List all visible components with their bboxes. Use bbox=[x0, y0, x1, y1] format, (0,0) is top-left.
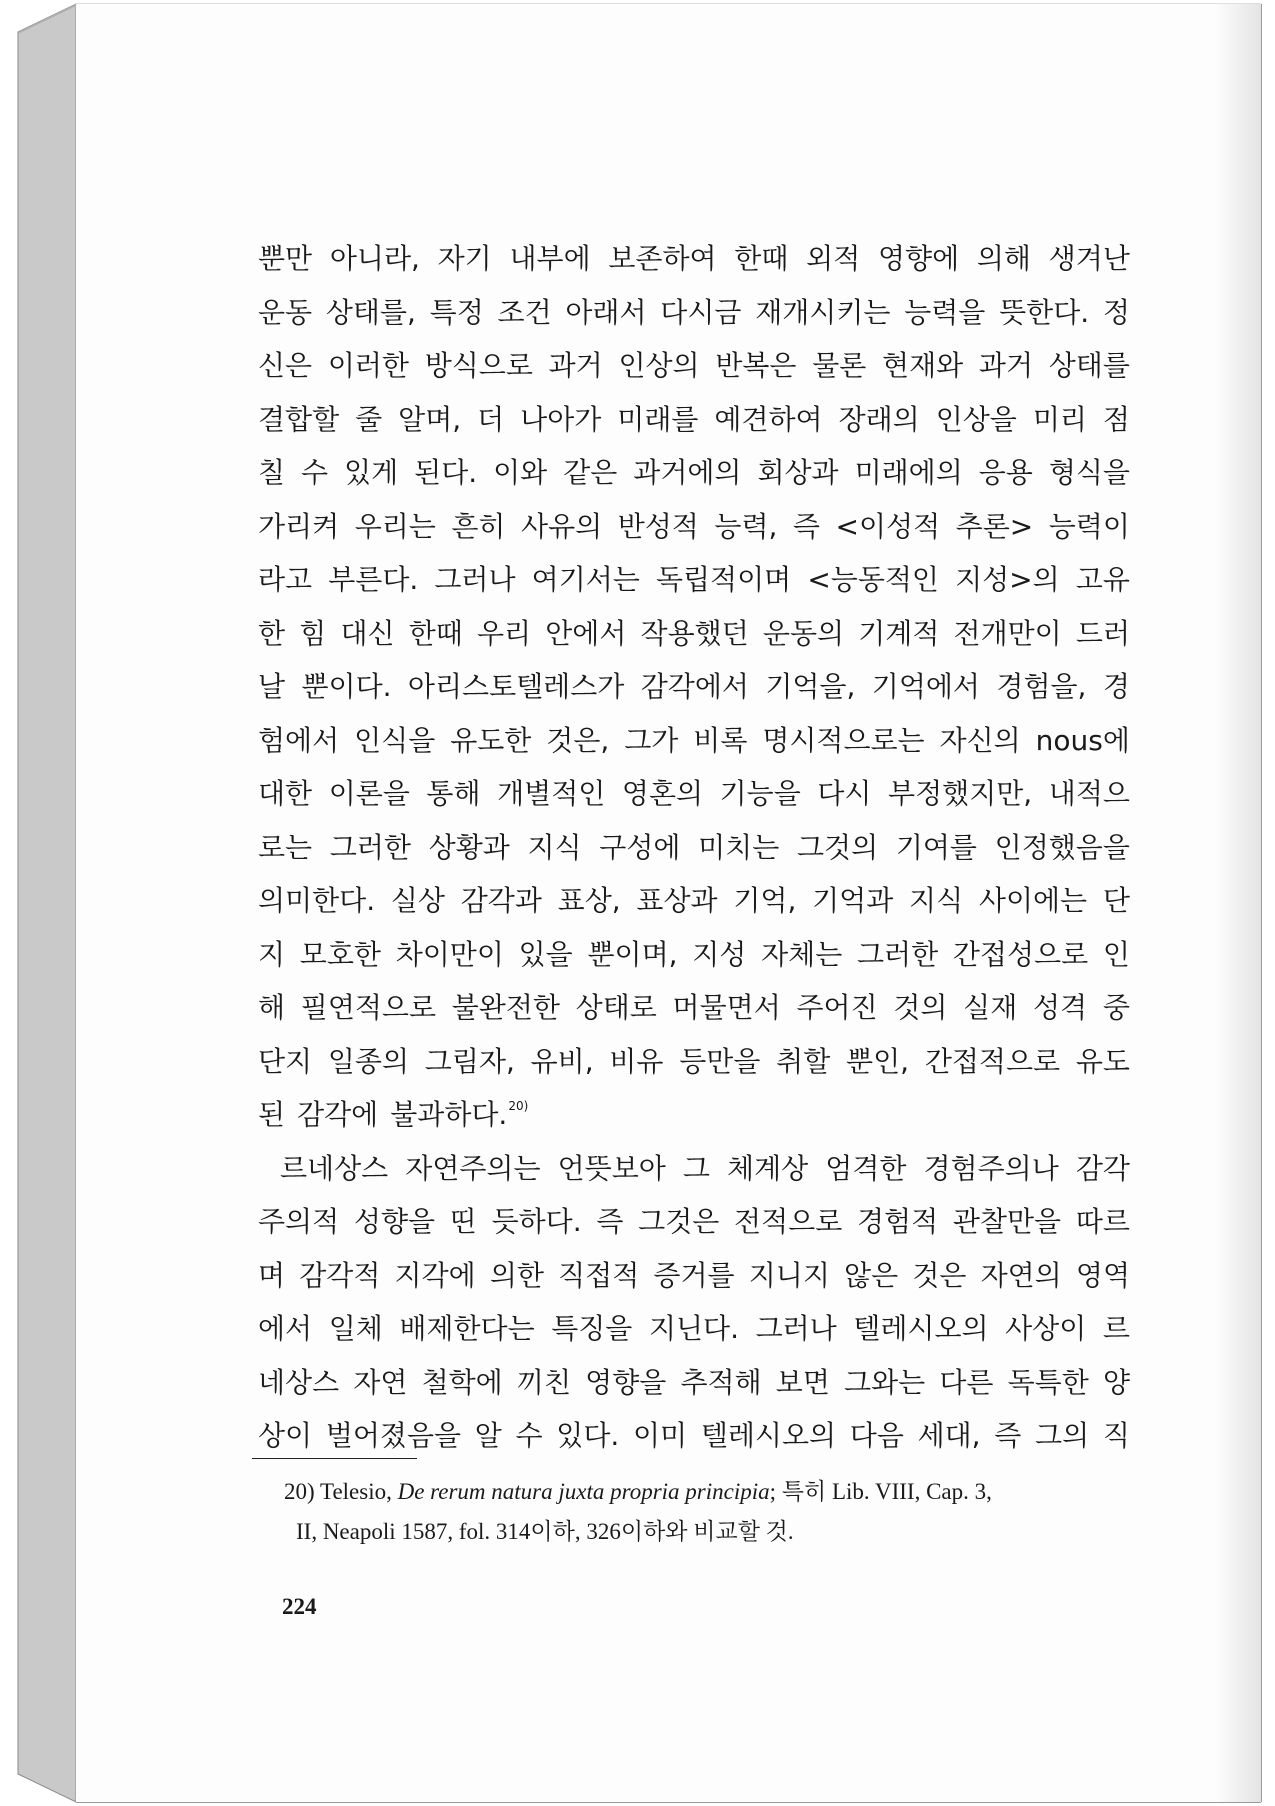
word: 르 bbox=[1102, 1312, 1130, 1345]
word: 전적으로 bbox=[734, 1205, 843, 1238]
word: 뿐이며, bbox=[587, 937, 678, 971]
text-line bbox=[258, 232, 1130, 286]
word: 통해 bbox=[426, 777, 481, 810]
word: 인상의 bbox=[618, 349, 700, 382]
word: 수 bbox=[301, 456, 329, 489]
word: 정 bbox=[1102, 295, 1130, 329]
word: 영향에 bbox=[877, 242, 960, 275]
word: 상이 bbox=[258, 1419, 313, 1452]
word: 경험주의나 bbox=[923, 1151, 1059, 1185]
word: 유비, bbox=[530, 1044, 594, 1078]
word: 지각에 bbox=[394, 1258, 476, 1292]
word: 뿐만 bbox=[258, 242, 313, 275]
word: 과거에의 bbox=[633, 456, 742, 489]
word: 직접적 bbox=[558, 1258, 640, 1292]
word: 유도한 bbox=[450, 723, 532, 757]
word: 차이만이 bbox=[395, 937, 504, 971]
word: 자기 bbox=[437, 242, 492, 275]
word: 지 bbox=[258, 937, 286, 971]
body-text bbox=[258, 232, 1130, 1463]
word: 그가 bbox=[624, 723, 679, 757]
word: 상태로 bbox=[575, 991, 657, 1024]
word: 띤 bbox=[449, 1205, 477, 1238]
word: 한때 bbox=[408, 616, 463, 650]
word: 능력, bbox=[714, 509, 778, 543]
word: 전개만이 bbox=[953, 616, 1062, 650]
word: 보존하여 bbox=[608, 242, 717, 275]
word: 대한 bbox=[258, 777, 313, 810]
word: 간접성으로 bbox=[952, 937, 1089, 971]
text-line bbox=[258, 981, 1130, 1035]
word: 그것의 bbox=[796, 830, 879, 864]
word: 한 bbox=[258, 616, 286, 650]
word: 알 bbox=[474, 1419, 502, 1452]
word: 의미한다. bbox=[258, 884, 376, 917]
word: 운동의 bbox=[762, 616, 845, 650]
word: 유도 bbox=[1075, 1044, 1130, 1078]
word: 영혼의 bbox=[621, 777, 704, 810]
word: 않은 bbox=[844, 1258, 899, 1292]
word: 가리켜 bbox=[258, 509, 340, 543]
word: 로는 bbox=[258, 830, 313, 864]
word: <능동적인 bbox=[807, 563, 939, 596]
word: 감각적 bbox=[299, 1258, 381, 1292]
text-line bbox=[258, 660, 1130, 714]
text-line bbox=[258, 821, 1130, 875]
footnote-line-1 bbox=[284, 1472, 1134, 1512]
word: 내적으 bbox=[1048, 777, 1130, 810]
word: 것은, bbox=[546, 723, 610, 757]
word: 실재 bbox=[963, 991, 1018, 1024]
word: 철학에 bbox=[421, 1365, 503, 1399]
word: 의해 bbox=[976, 242, 1031, 275]
word: 취할 bbox=[776, 1044, 831, 1078]
word: 능력을 bbox=[904, 295, 986, 329]
word: 구성에 bbox=[599, 830, 681, 864]
word: <이성적 bbox=[835, 509, 941, 543]
word: 능력이 bbox=[1048, 509, 1130, 543]
word: 흔히 bbox=[451, 509, 506, 543]
word: 보면 bbox=[775, 1365, 830, 1399]
word: 기억에서 bbox=[871, 670, 980, 703]
word: 기억을, bbox=[765, 670, 856, 703]
word: 듯하다. bbox=[491, 1205, 582, 1238]
word: 르네상스 bbox=[280, 1151, 389, 1185]
text-line bbox=[258, 1409, 1130, 1463]
word: 독립적이며 bbox=[655, 563, 792, 596]
word: 불과하다.$^{20)}$ bbox=[390, 1098, 529, 1131]
text-line bbox=[258, 446, 1130, 500]
word: 체계상 bbox=[727, 1151, 809, 1185]
word: 즉 bbox=[994, 1419, 1022, 1452]
word: 경험을, bbox=[996, 670, 1087, 703]
word: 배제한다는 bbox=[399, 1312, 535, 1345]
word: 특징을 bbox=[551, 1312, 633, 1345]
word: 간접적으로 bbox=[924, 1044, 1061, 1078]
word: 뜻한다. bbox=[999, 295, 1090, 329]
word: 세대, bbox=[917, 1419, 981, 1452]
word: 아리스토텔레스가 bbox=[407, 670, 625, 703]
word: 일체 bbox=[328, 1312, 383, 1345]
word: nous에 bbox=[1035, 723, 1130, 757]
word: 다시 bbox=[817, 777, 872, 810]
word: 칠 bbox=[258, 456, 286, 489]
text-line bbox=[258, 767, 1130, 821]
word: 즉 bbox=[596, 1205, 624, 1238]
text-line bbox=[258, 286, 1130, 340]
text-line bbox=[258, 874, 1130, 928]
word: 물론 bbox=[812, 349, 867, 382]
word: 사이에는 bbox=[978, 884, 1088, 917]
word: 그러나 bbox=[434, 563, 516, 596]
word: 우리는 bbox=[354, 509, 436, 543]
footnote-line-2: II, Neapoli 1587, fol. 314이하, 326이하와 비교할 것. bbox=[296, 1519, 794, 1544]
word: 사유의 bbox=[521, 509, 603, 543]
word: 실상 bbox=[390, 884, 445, 917]
word: 상태를 bbox=[1048, 349, 1130, 382]
word: 그러나 bbox=[755, 1312, 837, 1345]
text-line bbox=[258, 1249, 1130, 1303]
word: 추적해 bbox=[680, 1365, 762, 1399]
word: 양 bbox=[1102, 1365, 1130, 1399]
footnote-citation: 20) Telesio, De rerum natura juxta propria principia; 특히 Lib. VIII, Cap. 3, bbox=[284, 1479, 992, 1504]
text-line bbox=[258, 607, 1130, 661]
page-number: 224 bbox=[282, 1594, 317, 1619]
word: 특정 bbox=[429, 295, 484, 329]
word: 대신 bbox=[340, 616, 395, 650]
word: 여기서는 bbox=[531, 563, 640, 596]
word: 예견하여 bbox=[714, 402, 823, 436]
word: 운동 bbox=[258, 295, 313, 329]
word: 성향을 bbox=[353, 1205, 436, 1238]
word: 현재와 bbox=[882, 349, 964, 382]
word: 지닌다. bbox=[648, 1312, 739, 1345]
word: 자연의 bbox=[980, 1258, 1062, 1292]
word: 영역 bbox=[1075, 1258, 1130, 1292]
text-line bbox=[258, 1302, 1130, 1356]
word: 이론을 bbox=[328, 777, 410, 810]
word: 외적 bbox=[806, 242, 861, 275]
word: 결합할 bbox=[258, 402, 340, 436]
word: 응용 bbox=[978, 456, 1033, 489]
word: 텔레시오의 bbox=[700, 1419, 837, 1452]
word: 과거 bbox=[548, 349, 603, 382]
text-line bbox=[258, 714, 1130, 768]
text-line bbox=[258, 1035, 1130, 1089]
word: 고유 bbox=[1075, 563, 1130, 596]
word: 다시금 bbox=[660, 295, 742, 329]
word: 인상을 bbox=[935, 402, 1017, 436]
word: 상황과 bbox=[428, 830, 510, 864]
word: 힘 bbox=[299, 616, 327, 650]
word: 증거를 bbox=[653, 1258, 735, 1292]
word: 기억, bbox=[733, 884, 797, 917]
word: 추론> bbox=[955, 509, 1034, 543]
word: 지성 bbox=[692, 937, 747, 971]
page-edge-shadow bbox=[1215, 4, 1261, 1802]
word: 모호한 bbox=[299, 937, 381, 971]
word: 것은 bbox=[912, 1258, 967, 1292]
word: 개별적인 bbox=[497, 777, 606, 810]
word: 자체는 bbox=[761, 937, 843, 971]
word: 미리 bbox=[1032, 402, 1087, 436]
word: 부른다. bbox=[328, 563, 419, 596]
word: 부정했지만, bbox=[888, 777, 1033, 810]
word: 된다. bbox=[414, 456, 478, 489]
word: 그 bbox=[682, 1151, 710, 1185]
word: 며 bbox=[258, 1258, 286, 1292]
word: 성격 bbox=[1033, 991, 1088, 1024]
word: 더 bbox=[477, 402, 505, 436]
word: 줄 bbox=[355, 402, 383, 436]
word: 조건 bbox=[497, 295, 552, 329]
word: 드러 bbox=[1075, 616, 1130, 650]
word: 끼친 bbox=[516, 1365, 571, 1399]
word: 지식 bbox=[527, 830, 582, 864]
word: 머물면서 bbox=[672, 991, 781, 1024]
word: 안에서 bbox=[545, 616, 627, 650]
word: 뿐이다. bbox=[301, 670, 392, 703]
word: 기능을 bbox=[719, 777, 801, 810]
word: 회상과 bbox=[757, 456, 839, 489]
word: 있다. bbox=[556, 1419, 620, 1452]
word: 우리 bbox=[476, 616, 532, 650]
word: 한때 bbox=[734, 242, 789, 275]
word: 인정했음을 bbox=[994, 830, 1130, 864]
word: 뿐인, bbox=[846, 1044, 910, 1078]
word: 미래를 bbox=[617, 402, 699, 436]
word: 주의적 bbox=[258, 1205, 340, 1238]
footnote-rule bbox=[252, 1458, 417, 1459]
word: 험에서 bbox=[258, 723, 340, 757]
word: 미래에의 bbox=[854, 456, 963, 489]
word: 지성>의 bbox=[955, 563, 1060, 596]
word: 자연 bbox=[353, 1365, 408, 1399]
word: 즉 bbox=[792, 509, 820, 543]
word: 수 bbox=[515, 1419, 543, 1452]
word: 감각에서 bbox=[640, 670, 749, 703]
word: 경험적 bbox=[856, 1205, 939, 1238]
word: 그와는 bbox=[844, 1365, 926, 1399]
word: 알며, bbox=[398, 402, 462, 436]
word: 아래서 bbox=[565, 295, 647, 329]
word: 있을 bbox=[518, 937, 573, 971]
text-line bbox=[258, 1195, 1130, 1249]
word: 그러한 bbox=[856, 937, 939, 971]
word: 불완전한 bbox=[451, 991, 560, 1024]
word: 인 bbox=[1102, 937, 1130, 971]
word: 아니라, bbox=[329, 242, 420, 275]
word: 기여를 bbox=[895, 830, 977, 864]
word: 있게 bbox=[344, 456, 399, 489]
word: 형식을 bbox=[1048, 456, 1130, 489]
text-line bbox=[258, 393, 1130, 447]
word: 상태를, bbox=[325, 295, 416, 329]
word: 신은 bbox=[258, 349, 313, 382]
word: 엄격한 bbox=[825, 1151, 907, 1185]
word: 이미 bbox=[633, 1419, 688, 1452]
word: 의한 bbox=[489, 1258, 544, 1292]
word: 기계적 bbox=[858, 616, 940, 650]
word: 감각에 bbox=[297, 1098, 379, 1131]
word: 필연적으로 bbox=[300, 991, 437, 1024]
word: 것의 bbox=[893, 991, 948, 1024]
word: 다른 bbox=[939, 1365, 994, 1399]
text-line bbox=[258, 339, 1130, 393]
word: 관찰만을 bbox=[952, 1205, 1062, 1238]
word: 경 bbox=[1102, 670, 1130, 703]
word: 감각 bbox=[1075, 1151, 1130, 1185]
word: 단지 bbox=[258, 1044, 313, 1078]
word: 비유 bbox=[609, 1044, 664, 1078]
word: 표상과 bbox=[636, 884, 718, 917]
word: 작용했던 bbox=[640, 616, 749, 650]
word: 등만을 bbox=[679, 1044, 761, 1078]
word: 지식 bbox=[909, 884, 964, 917]
text-line bbox=[258, 928, 1130, 982]
word: 장래의 bbox=[838, 402, 920, 436]
word: 독특한 bbox=[1007, 1365, 1089, 1399]
word: 같은 bbox=[563, 456, 618, 489]
word: 지니지 bbox=[748, 1258, 830, 1292]
word: 반복은 bbox=[715, 349, 797, 382]
word: 중 bbox=[1102, 991, 1130, 1024]
text-line bbox=[258, 500, 1130, 554]
word: 그림자, bbox=[424, 1044, 515, 1078]
word: 방식으로 bbox=[424, 349, 533, 382]
word: 날 bbox=[258, 670, 286, 703]
word: 내부에 bbox=[509, 242, 591, 275]
word: 인식을 bbox=[354, 723, 436, 757]
word: 따르 bbox=[1075, 1205, 1130, 1238]
footnote bbox=[284, 1472, 1134, 1552]
word: 언뜻보아 bbox=[557, 1151, 666, 1185]
word: 감각과 bbox=[460, 884, 542, 917]
word: 과거 bbox=[978, 349, 1034, 382]
word: 점 bbox=[1102, 402, 1130, 436]
word: 명시적으로는 bbox=[762, 723, 925, 757]
word: 된 bbox=[258, 1098, 286, 1131]
word: 사상이 bbox=[1005, 1312, 1087, 1345]
word: 라고 bbox=[258, 563, 313, 596]
footnote-marker: 20) bbox=[508, 1099, 529, 1113]
word: 기억과 bbox=[812, 884, 894, 917]
word: 미치는 bbox=[698, 830, 780, 864]
text-line bbox=[258, 1142, 1130, 1196]
word: 영향을 bbox=[585, 1365, 667, 1399]
word: 직 bbox=[1102, 1419, 1130, 1452]
text-line bbox=[258, 1356, 1130, 1410]
text-line bbox=[258, 1088, 1130, 1142]
word: 자신의 bbox=[939, 723, 1021, 757]
word: 주어진 bbox=[796, 991, 878, 1024]
word: 그러한 bbox=[329, 830, 411, 864]
word: 그것은 bbox=[638, 1205, 720, 1238]
word: 표상, bbox=[557, 884, 621, 917]
word: 네상스 bbox=[258, 1365, 340, 1399]
word: 텔레시오의 bbox=[853, 1312, 989, 1345]
text-line bbox=[258, 553, 1130, 607]
word: 이러한 bbox=[327, 349, 409, 382]
word: 단 bbox=[1102, 884, 1130, 917]
word: 생겨난 bbox=[1048, 242, 1130, 275]
word: 해 bbox=[258, 991, 286, 1024]
word: 반성적 bbox=[617, 509, 699, 543]
word: 자연주의는 bbox=[405, 1151, 541, 1185]
word: 다음 bbox=[849, 1419, 904, 1452]
word: 비록 bbox=[693, 723, 748, 757]
word: 벌어졌음을 bbox=[325, 1419, 462, 1452]
word: 그의 bbox=[1035, 1419, 1090, 1452]
word: 에서 bbox=[258, 1312, 313, 1345]
word: 이와 bbox=[493, 456, 548, 489]
word: 나아가 bbox=[520, 402, 602, 436]
word: 재개시키는 bbox=[755, 295, 891, 329]
word: 일종의 bbox=[327, 1044, 410, 1078]
